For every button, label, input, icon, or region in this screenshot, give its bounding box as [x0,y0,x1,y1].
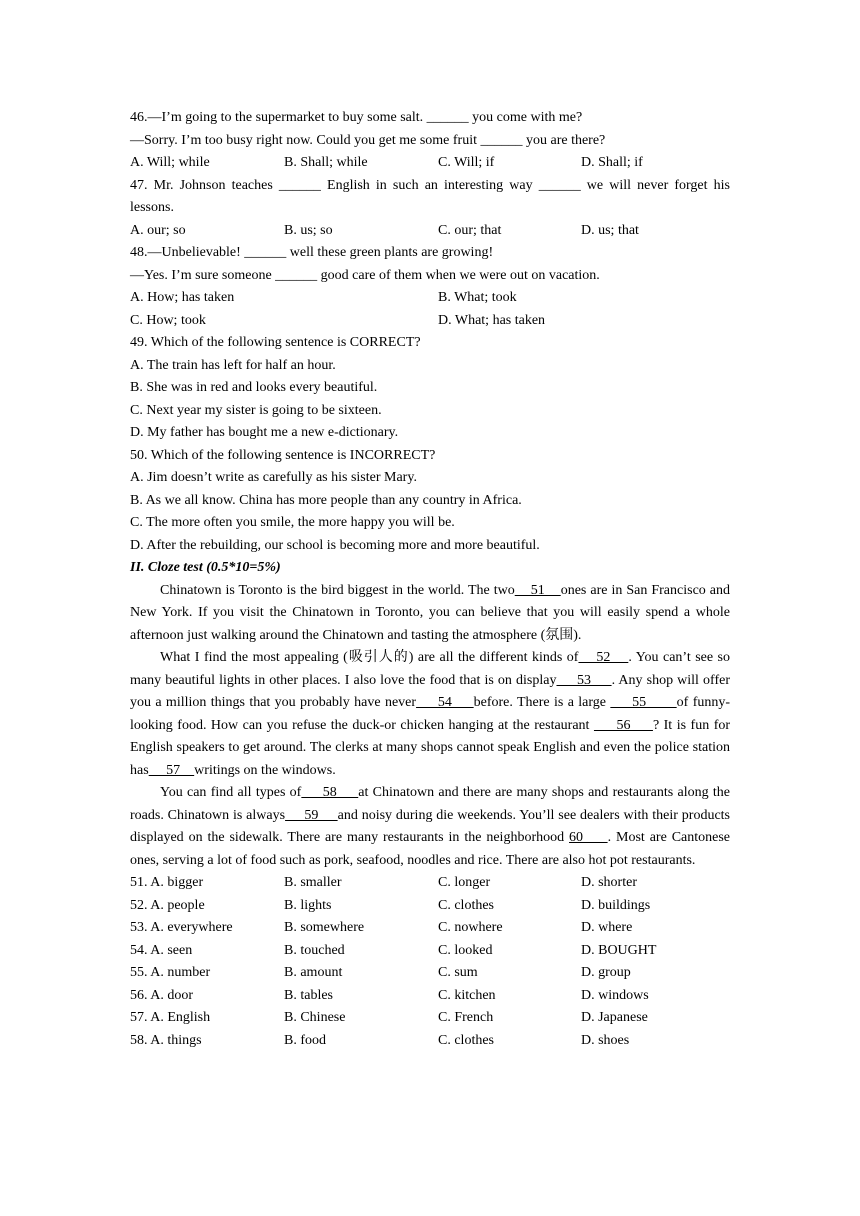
q46-option-d: D. Shall; if [581,155,643,170]
passage-paragraph-2 [130,647,730,782]
cloze-option: C. French [438,1010,494,1025]
cloze-option: 56. A. door [130,987,193,1003]
passage-text: . Most are Cantonese ones, serving a lot of food such as pork, seafood, noodles and rice. There are also hot pot restaurants. [130,830,731,868]
section-title: II. Cloze test (0.5*10=5%) [130,560,281,575]
cloze-options-55 [130,962,730,985]
blank-60: 60 [569,830,608,845]
cloze-option: C. clothes [438,897,494,913]
cloze-options-51 [130,872,730,895]
q46-option-b: B. Shall; while [284,155,368,170]
q50-question: 50. Which of the following sentence is INCORRECT? [130,447,436,463]
cloze-option: B. touched [284,942,345,958]
q48-options-row1 [130,287,730,310]
q48-option-b: B. What; took [438,290,517,305]
q47-options [130,220,730,243]
cloze-option: D. group [581,965,631,980]
passage-paragraph-3 [130,782,730,872]
cloze-options-54 [130,940,730,963]
q46-option-c: C. Will; if [438,155,495,170]
cloze-options-57 [130,1007,730,1030]
q47-option-b: B. us; so [284,222,333,238]
q49-option-a: A. The train has left for half an hour. [130,357,336,373]
blank-57: 57 [148,762,195,778]
q48-option-a: A. How; has taken [130,290,235,305]
q50-option-b: B. As we all know. China has more people than any country in Africa. [130,492,522,508]
blank-55: 55 [610,695,677,710]
cloze-option: C. nowhere [438,920,503,935]
cloze-options-56 [130,985,730,1008]
cloze-option: C. clothes [438,1032,494,1048]
passage-text: before. There is a large [473,695,606,710]
cloze-option: B. smaller [284,875,342,890]
passage-text: What I find the most appealing (吸引人的) are all the different kinds of [160,650,579,665]
cloze-option: 52. A. people [130,897,205,913]
cloze-option: B. Chinese [284,1010,346,1025]
cloze-options-53 [130,917,730,940]
cloze-option: 54. A. seen [130,942,193,958]
passage-text: ? It is fun for English speakers to get around. The clerks at many shops cannot speak English and even the police station has [130,717,731,778]
passage-text: ones are in San Francisco and New York. If you visit the Chinatown in Toronto, you can believe that you will easily spend a whole afternoon just walking around the Chinatown and tasting the atmosphere (氛围). [130,582,730,643]
blank-59: 59 [285,807,338,823]
passage-text: of funny-looking food. How can you refuse the duck-or chicken hanging at the restaurant [130,695,731,733]
cloze-option: B. food [284,1032,326,1048]
cloze-option: D. windows [581,987,649,1003]
cloze-option: D. shoes [581,1032,630,1048]
cloze-option: B. tables [284,987,333,1003]
cloze-option: C. kitchen [438,987,496,1003]
cloze-option: 58. A. things [130,1032,202,1048]
blank-56: 56 [593,717,653,733]
cloze-option: 55. A. number [130,965,211,980]
q48-option-c: C. How; took [130,312,206,328]
q48-line1: 48.—Unbelievable! ______ well these green plants are growing! [130,245,494,260]
passage-text: You can find all types of [160,785,302,800]
q48-options-row2 [130,310,730,333]
cloze-option: C. longer [438,875,491,890]
q50-option-a: A. Jim doesn’t write as carefully as his sister Mary. [130,470,417,485]
cloze-option: C. looked [438,942,493,958]
q48-line2: —Yes. I’m sure someone ______ good care of them when we were out on vacation. [130,267,600,283]
q49-option-c: C. Next year my sister is going to be sixteen. [130,402,382,418]
blank-58: 58 [301,785,359,800]
cloze-option: 57. A. English [130,1010,211,1025]
passage-text: at Chinatown and there are many shops and restaurants along the roads. Chinatown is always [130,785,731,823]
q47-option-c: C. our; that [438,222,502,238]
blank-52: 52 [578,650,629,665]
q47-option-d: D. us; that [581,222,639,238]
q47-text: 47. Mr. Johnson teaches ______ English in such an interesting way ______ we will never forget his lessons. [130,177,730,215]
cloze-option: 53. A. everywhere [130,920,233,935]
passage-text: . You can’t see so many beautiful lights in other places. I also love the food that is on display [130,650,731,688]
q49-question: 49. Which of the following sentence is CORRECT? [130,335,421,350]
q49-option-d: D. My father has bought me a new e-dictionary. [130,425,399,440]
cloze-options-58 [130,1030,730,1053]
q46-option-a: A. Will; while [130,155,210,170]
passage-text: and noisy during die weekends. You’ll see dealers with their products displayed on the sidewalk. There are many restaurants in the neighborhood [130,807,730,845]
blank-53: 53 [556,672,612,688]
passage-text: Chinatown is Toronto is the bird biggest in the world. The two [160,582,515,598]
q46-options [130,152,730,175]
cloze-option: 51. A. bigger [130,875,204,890]
cloze-options-52 [130,895,730,918]
cloze-option: D. where [581,920,633,935]
cloze-option: D. Japanese [581,1010,648,1025]
blank-51: 51 [514,582,561,598]
cloze-option: B. amount [284,965,343,980]
passage-text: writings on the windows. [194,762,336,778]
passage-text: . Any shop will offer you a million things that you probably have never [130,672,731,710]
cloze-option: B. somewhere [284,920,365,935]
cloze-option: B. lights [284,897,332,913]
q50-option-c: C. The more often you smile, the more happy you will be. [130,515,455,530]
q46-line1: 46.—I’m going to the supermarket to buy some salt. ______ you come with me? [130,110,583,125]
q47-option-a: A. our; so [130,222,186,238]
q46-line2: —Sorry. I’m too busy right now. Could you get me some fruit ______ you are there? [130,132,606,148]
blank-54: 54 [416,695,474,710]
q49-option-b: B. She was in red and looks every beautiful. [130,380,378,395]
cloze-option: D. buildings [581,897,651,913]
cloze-option: D. shorter [581,875,637,890]
q50-option-d: D. After the rebuilding, our school is becoming more and more beautiful. [130,537,540,553]
q48-option-d: D. What; has taken [438,312,546,328]
cloze-option: D. BOUGHT [581,942,657,958]
passage-paragraph-1 [130,580,730,648]
cloze-option: C. sum [438,965,478,980]
